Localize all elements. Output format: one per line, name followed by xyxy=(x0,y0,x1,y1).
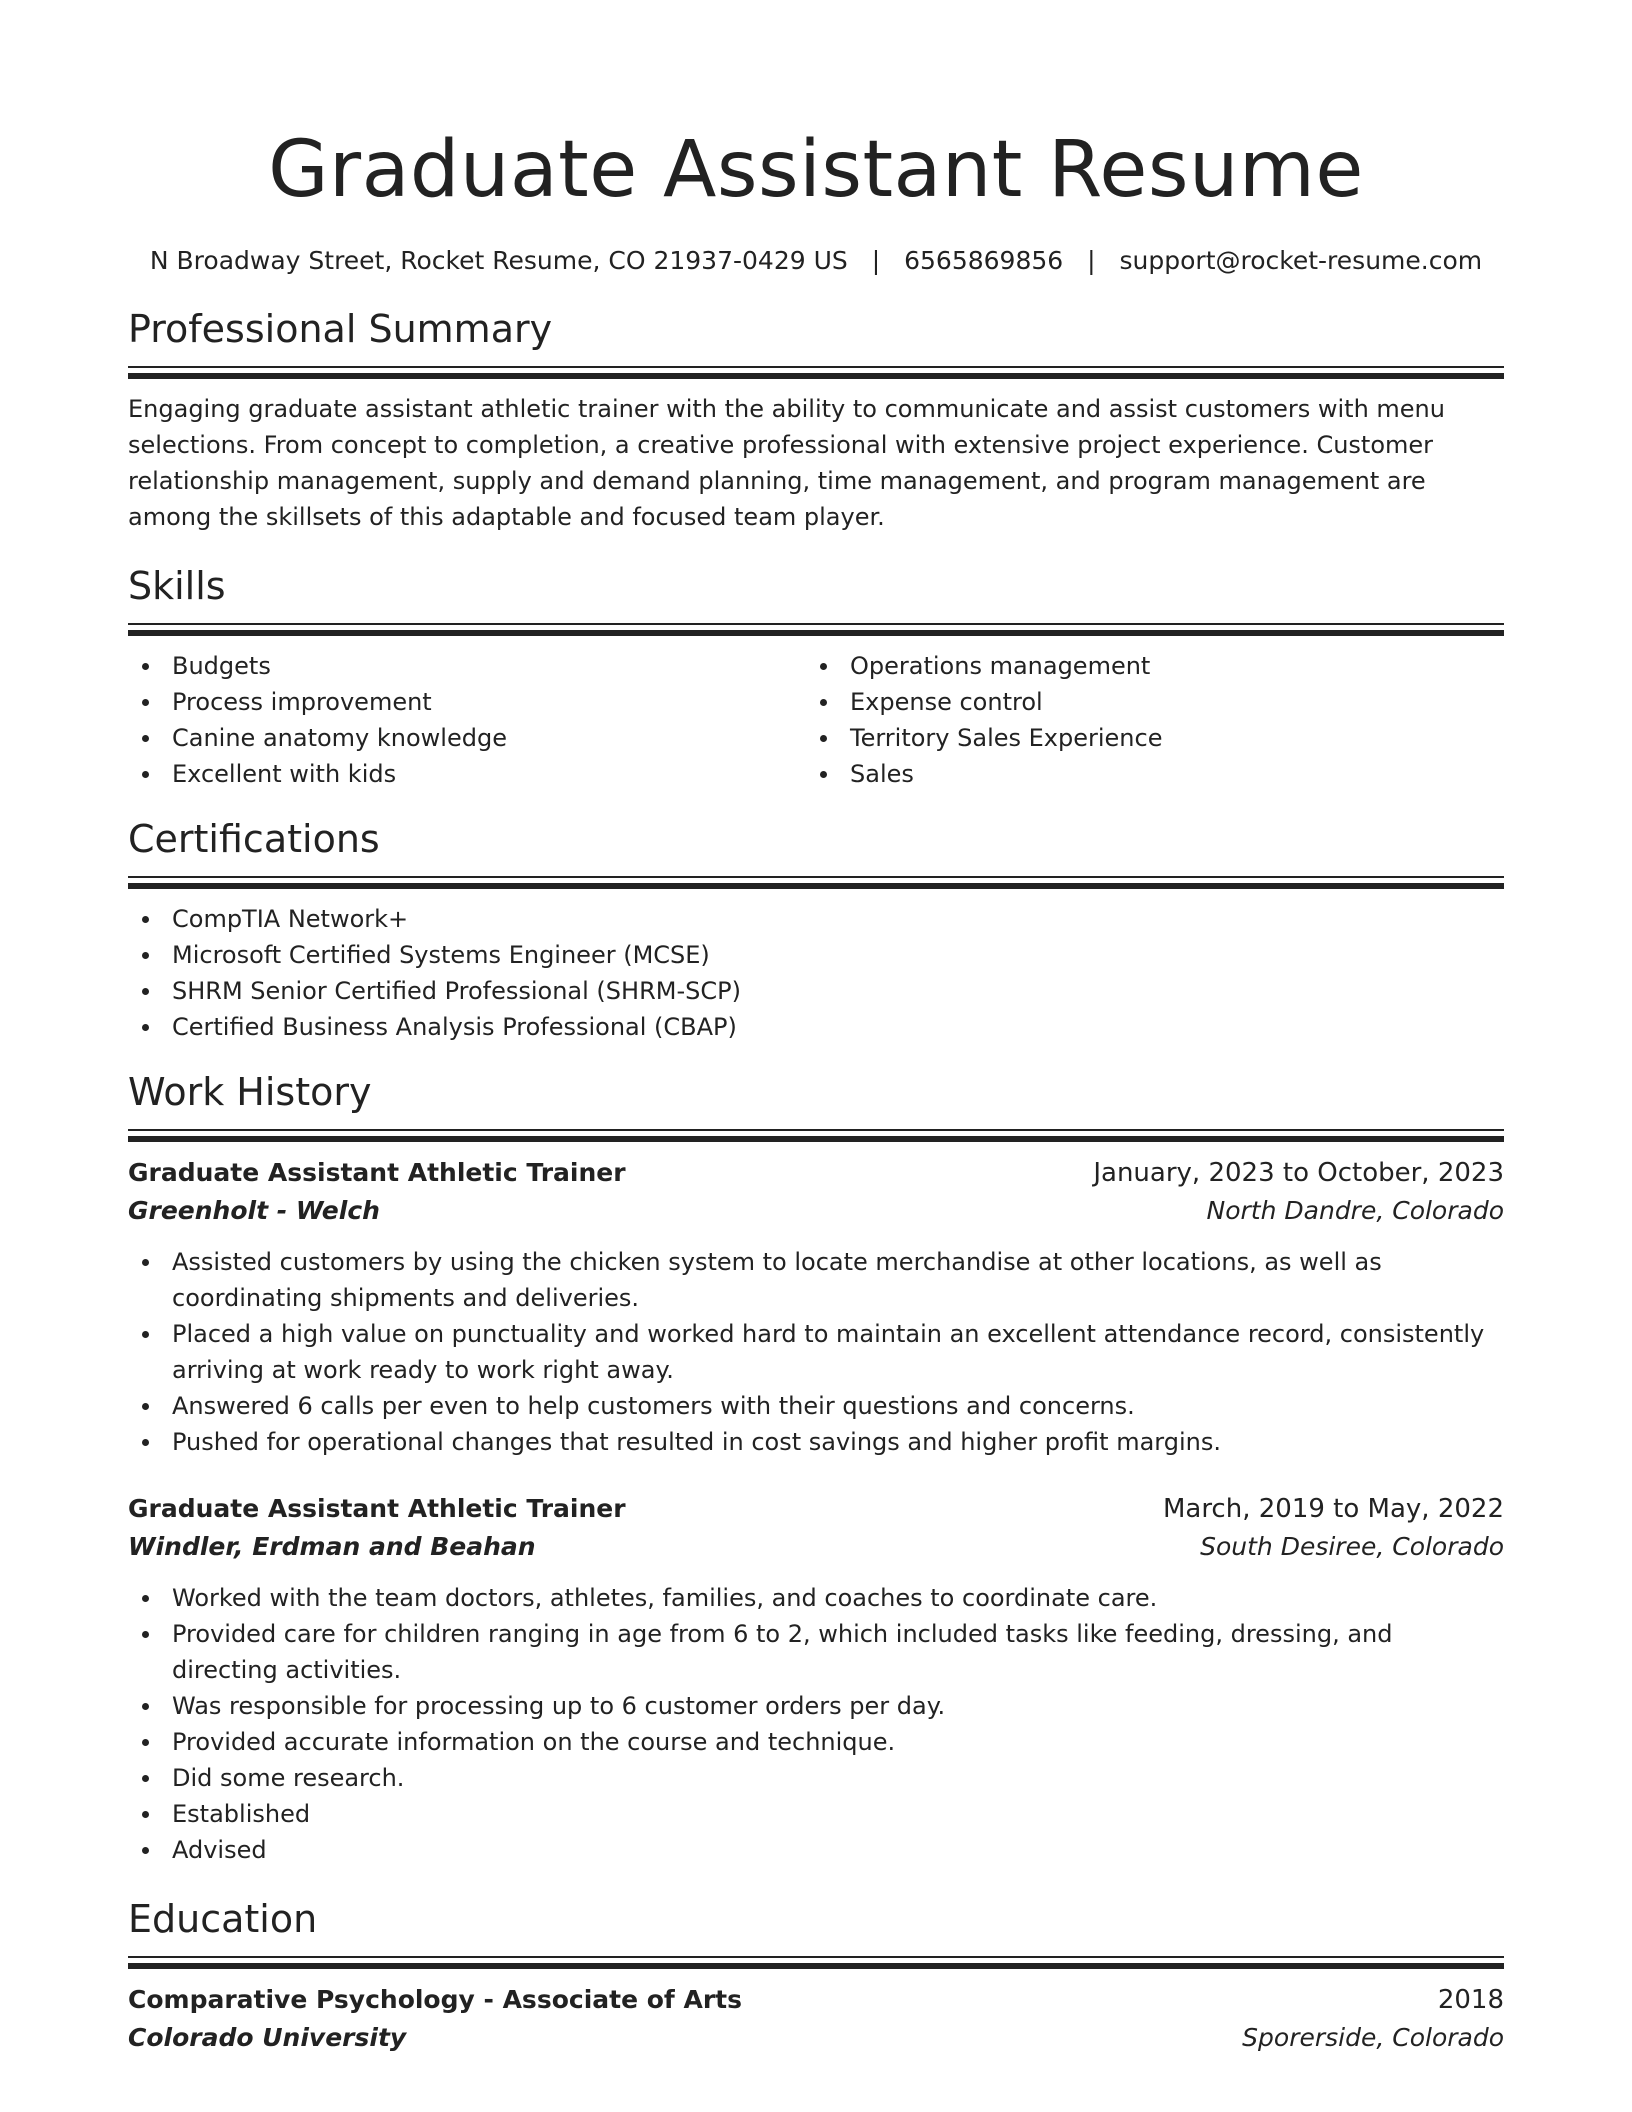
contact-separator: | xyxy=(871,246,881,275)
job-bullet: Did some research. xyxy=(128,1760,1504,1796)
skills-section xyxy=(128,561,1504,792)
work-section xyxy=(128,1067,1504,1868)
education-degree: Comparative Psychology - Associate of Arts xyxy=(128,1985,743,2014)
education-section xyxy=(128,1894,1504,2057)
skills-left-list xyxy=(128,648,806,792)
education-school: Colorado University xyxy=(128,2023,407,2052)
section-heading: Certifications xyxy=(128,817,380,861)
section-heading: Education xyxy=(128,1897,318,1941)
contact-email: support@rocket-resume.com xyxy=(1119,246,1483,275)
skill-item: Process improvement xyxy=(128,684,806,720)
education-year: 2018 xyxy=(1437,1985,1504,2015)
job-bullet: Answered 6 calls per even to help customers with their questions and concerns. xyxy=(128,1388,1504,1424)
job-bullet: Was responsible for processing up to 6 customer orders per day. xyxy=(128,1688,1504,1724)
job-bullet: Worked with the team doctors, athletes, families, and coaches to coordinate care. xyxy=(128,1580,1504,1616)
job-title: Graduate Assistant Athletic Trainer xyxy=(128,1158,626,1187)
job-location: North Dandre, Colorado xyxy=(1206,1196,1504,1225)
job-subheader xyxy=(128,1192,1504,1230)
resume-title: Graduate Assistant Resume xyxy=(268,125,1364,215)
section-rule xyxy=(128,1956,1504,1969)
certification-item: Microsoft Certified Systems Engineer (MCSE) xyxy=(128,937,1504,973)
section-heading: Work History xyxy=(128,1070,372,1114)
skill-item: Excellent with kids xyxy=(128,756,806,792)
contact-line xyxy=(128,244,1504,278)
job-dates: March, 2019 to May, 2022 xyxy=(1162,1494,1504,1524)
skill-item: Canine anatomy knowledge xyxy=(128,720,806,756)
job-header xyxy=(128,1490,1504,1528)
skills-right-list xyxy=(806,648,1484,792)
skill-item: Sales xyxy=(806,756,1484,792)
job-subheader xyxy=(128,1528,1504,1566)
section-heading: Professional Summary xyxy=(128,307,553,351)
job-header xyxy=(128,1154,1504,1192)
contact-phone: 6565869856 xyxy=(904,246,1064,275)
job-company: Greenholt - Welch xyxy=(128,1196,380,1225)
contact-separator: | xyxy=(1087,246,1096,275)
skills-grid xyxy=(128,648,1504,792)
job-company: Windler, Erdman and Beahan xyxy=(128,1532,536,1561)
job-bullet: Assisted customers by using the chicken system to locate merchandise at other locations, as well as coordinating shipments and deliveries. xyxy=(128,1244,1504,1316)
job-location: South Desiree, Colorado xyxy=(1200,1532,1504,1561)
skill-item: Territory Sales Experience xyxy=(806,720,1484,756)
section-rule xyxy=(128,366,1504,379)
summary-text: Engaging graduate assistant athletic trainer with the ability to communicate and assist customers with menu selections. From concept to completion, a creative professional with extensive project experience. Customer relationship management, supply and demand planning, time management, and program management are among the skillsets of this adaptable and focused team player. xyxy=(128,395,1445,531)
job-bullet: Advised xyxy=(128,1832,1504,1868)
certification-item: CompTIA Network+ xyxy=(128,901,1504,937)
summary-section xyxy=(128,304,1504,535)
section-heading: Skills xyxy=(128,564,226,608)
education-location: Sporerside, Colorado xyxy=(1242,2023,1504,2052)
certification-item: SHRM Senior Certified Professional (SHRM-SCP) xyxy=(128,973,1504,1009)
section-rule xyxy=(128,876,1504,889)
job-entry xyxy=(128,1490,1504,1868)
education-header xyxy=(128,1981,1504,2019)
job-bullet: Pushed for operational changes that resulted in cost savings and higher profit margins. xyxy=(128,1424,1504,1460)
job-bullet: Established xyxy=(128,1796,1504,1832)
education-subheader xyxy=(128,2019,1504,2057)
job-bullet: Placed a high value on punctuality and worked hard to maintain an excellent attendance record, consistently arriving at work ready to work right away. xyxy=(128,1316,1504,1388)
skill-item: Expense control xyxy=(806,684,1484,720)
job-title: Graduate Assistant Athletic Trainer xyxy=(128,1494,626,1523)
section-rule xyxy=(128,1129,1504,1142)
certifications-section xyxy=(128,814,1504,1045)
job-bullets xyxy=(128,1580,1504,1868)
job-entry xyxy=(128,1154,1504,1460)
job-bullet: Provided accurate information on the course and technique. xyxy=(128,1724,1504,1760)
job-bullets xyxy=(128,1244,1504,1460)
contact-address: N Broadway Street, Rocket Resume, CO 21937-0429 US xyxy=(149,246,848,275)
education-entry xyxy=(128,1981,1504,2057)
job-bullet: Provided care for children ranging in age from 6 to 2, which included tasks like feeding, dressing, and directing activities. xyxy=(128,1616,1504,1688)
certification-item: Certified Business Analysis Professional (CBAP) xyxy=(128,1009,1504,1045)
section-rule xyxy=(128,623,1504,636)
skill-item: Budgets xyxy=(128,648,806,684)
skill-item: Operations management xyxy=(806,648,1484,684)
job-dates: January, 2023 to October, 2023 xyxy=(1093,1158,1504,1188)
certifications-list xyxy=(128,901,1504,1045)
